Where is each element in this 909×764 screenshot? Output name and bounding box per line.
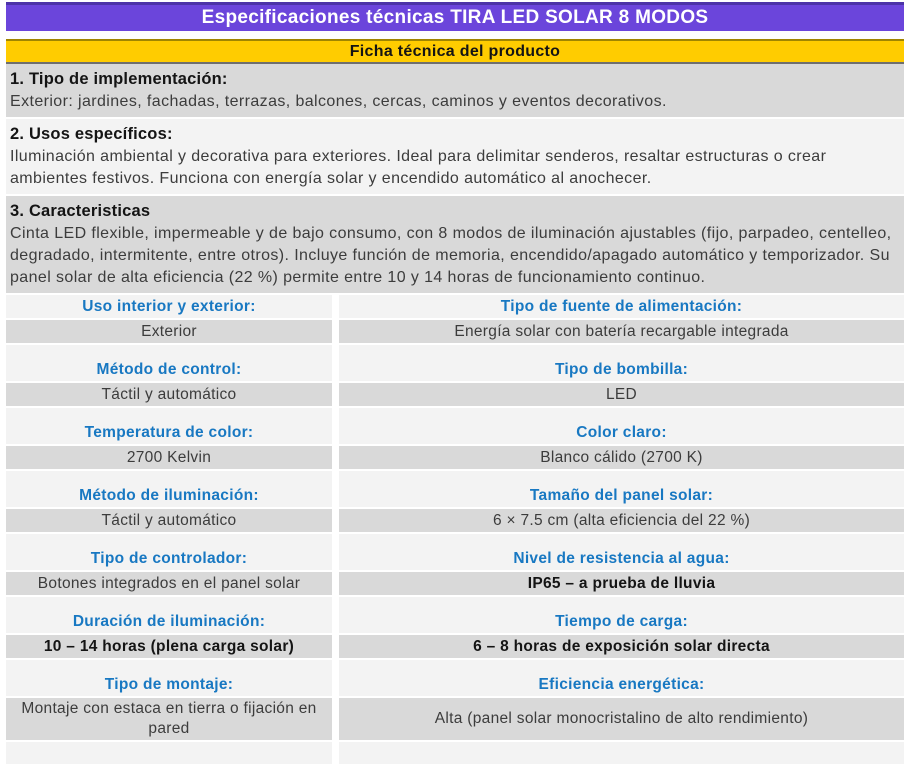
spec-value: Botones integrados en el panel solar	[6, 572, 332, 595]
spec-value: Exterior	[6, 320, 332, 343]
section-body: Iluminación ambiental y decorativa para exteriores. Ideal para delimitar senderos, resaltar estructuras o crear ambientes festivos. Funciona con energía solar y encendido automático al anochecer.	[10, 148, 827, 187]
spec-value: Alta (panel solar monocristalino de alto rendimiento)	[339, 698, 904, 740]
spec-value: IP65 – a prueba de lluvia	[339, 572, 904, 595]
spec-label: Tiempo de carga:	[339, 597, 904, 633]
spec-value: 2700 Kelvin	[6, 446, 332, 469]
spec-value: Táctil y automático	[6, 383, 332, 406]
table-row	[6, 295, 904, 343]
spec-label: Nivel de resistencia al agua:	[339, 534, 904, 570]
spec-value: Blanco cálido (2700 K)	[339, 446, 904, 469]
section-characteristics	[6, 196, 904, 295]
spec-label: Tipo de fuente de alimentación:	[339, 295, 904, 318]
section-heading: 3. Caracteristicas	[10, 202, 151, 220]
section-heading: 2. Usos específicos:	[10, 125, 173, 143]
spec-value: Montaje con estaca en tierra o fijación en pared	[6, 698, 332, 740]
spec-label: Tamaño del panel solar:	[339, 471, 904, 507]
table-row	[6, 345, 904, 406]
subtitle-bar: Ficha técnica del producto	[6, 39, 904, 64]
spec-value: Táctil y automático	[6, 509, 332, 532]
spec-label: Tipo de controlador:	[6, 534, 332, 570]
spec-label: Color claro:	[339, 408, 904, 444]
section-uses	[6, 119, 904, 196]
spec-label: Uso interior y exterior:	[6, 295, 332, 318]
spec-label: Método de iluminación:	[6, 471, 332, 507]
spec-label: Método de control:	[6, 345, 332, 381]
spec-value: 10 – 14 horas (plena carga solar)	[6, 635, 332, 658]
spec-table	[6, 295, 904, 764]
section-body: Cinta LED flexible, impermeable y de bajo consumo, con 8 modos de iluminación ajustables (fijo, parpadeo, centelleo, degradado, intermitente, entre otros). Incluye función de memoria, encendido/apagado automático y temporizador. Su panel solar de alta eficiencia (22 %) permite entre 10 y 14 horas de funcionamiento continuo.	[10, 225, 892, 286]
table-row	[6, 660, 904, 740]
spec-label: Temperatura de color:	[6, 408, 332, 444]
spec-label: Eficiencia energética:	[339, 660, 904, 696]
spec-value: LED	[339, 383, 904, 406]
table-row	[6, 534, 904, 595]
spec-value: Energía solar con batería recargable integrada	[339, 320, 904, 343]
spec-value: 6 – 8 horas de exposición solar directa	[339, 635, 904, 658]
section-implementation	[6, 64, 904, 119]
table-row	[6, 408, 904, 469]
spec-value: 6 × 7.5 cm (alta eficiencia del 22 %)	[339, 509, 904, 532]
section-heading: 1. Tipo de implementación:	[10, 70, 228, 88]
page-title: Especificaciones técnicas TIRA LED SOLAR 8 MODOS	[6, 2, 904, 31]
spec-label: Tipo de bombilla:	[339, 345, 904, 381]
table-row	[6, 471, 904, 532]
table-row	[6, 597, 904, 658]
section-body: Exterior: jardines, fachadas, terrazas, balcones, cercas, caminos y eventos decorativos.	[10, 93, 667, 110]
spec-label: Tipo de montaje:	[6, 660, 332, 696]
spec-label: Duración de iluminación:	[6, 597, 332, 633]
